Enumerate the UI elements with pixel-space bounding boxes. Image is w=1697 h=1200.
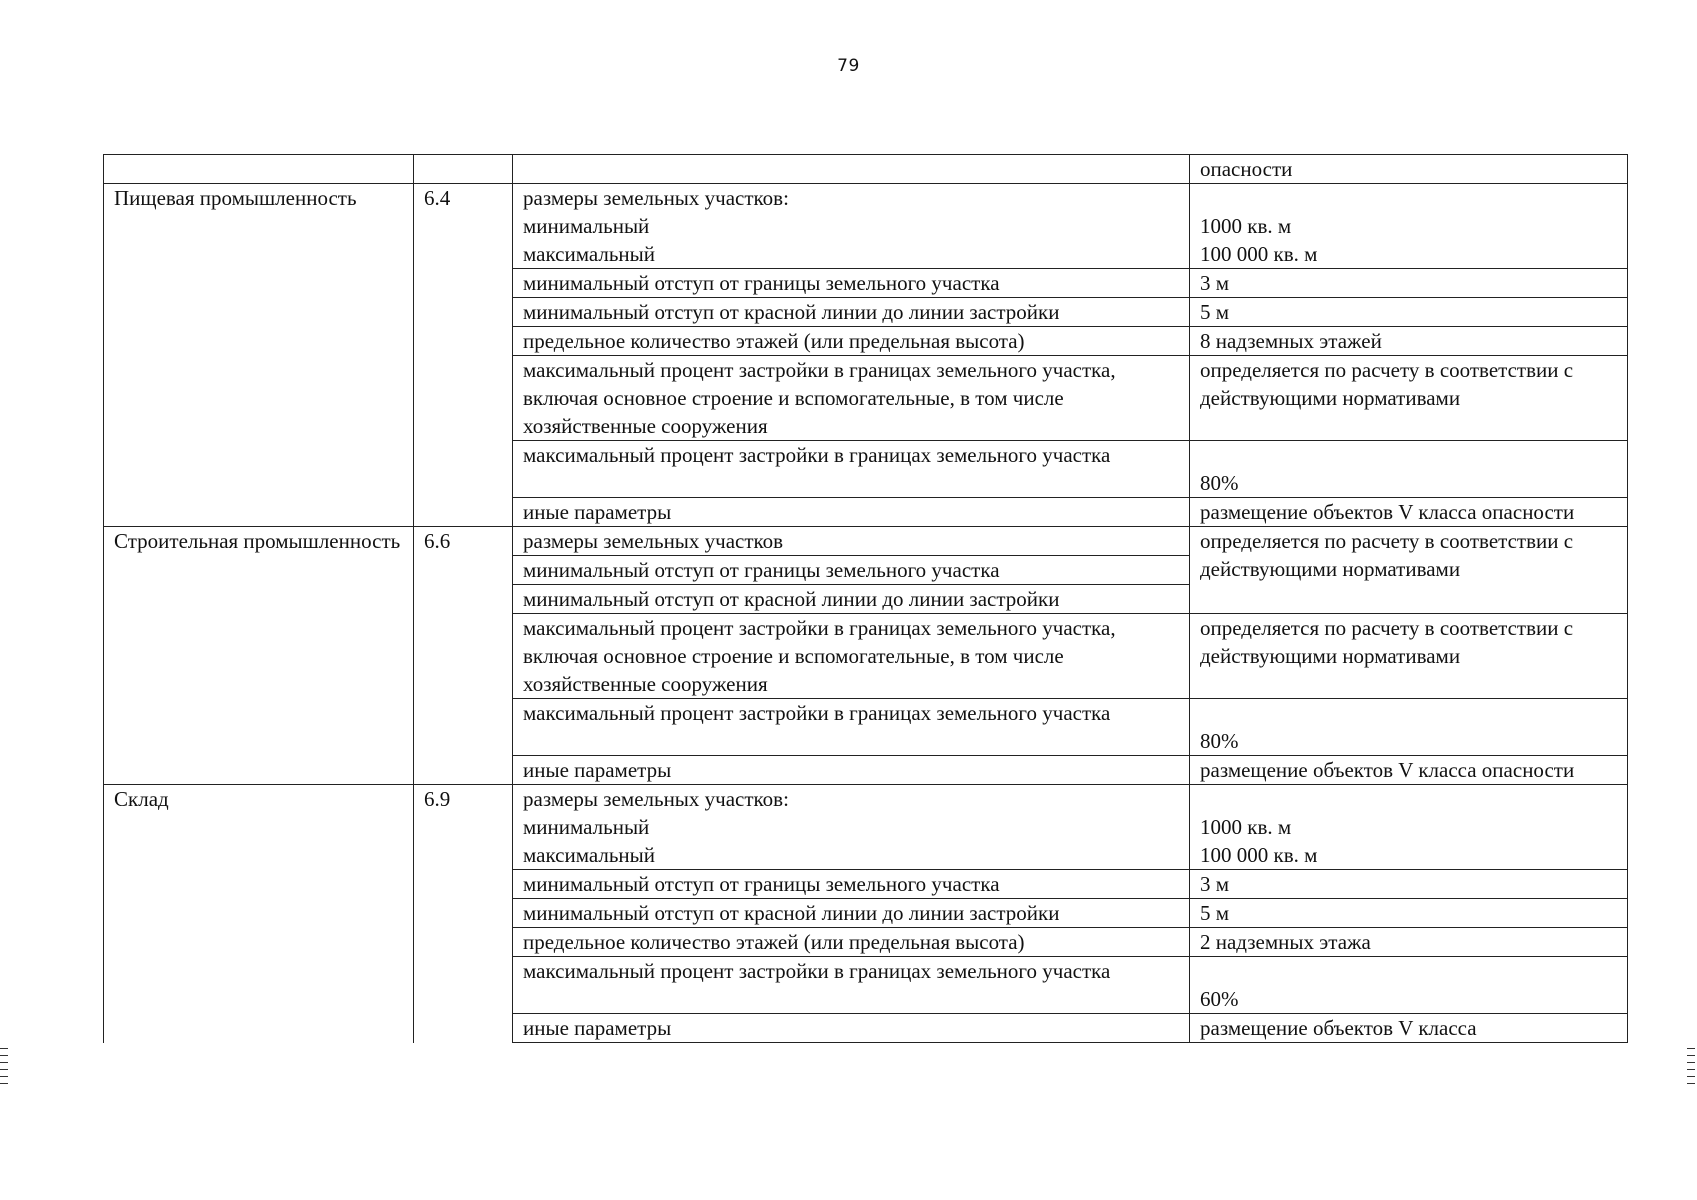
land-use-code: 6.6	[414, 527, 513, 785]
value-cell: 80%	[1190, 441, 1628, 498]
param-cell: максимальный процент застройки в границах земельного участка	[513, 441, 1190, 498]
param-cell: предельное количество этажей (или предельная высота)	[513, 928, 1190, 957]
value-cell: 8 надземных этажей	[1190, 327, 1628, 356]
value-cell: определяется по расчету в соответствии с действующими нормативами	[1190, 527, 1628, 614]
param-cell: минимальный отступ от красной линии до линии застройки	[513, 899, 1190, 928]
param-cell: размеры земельных участков: минимальный максимальный	[513, 785, 1190, 870]
param-cell: иные параметры	[513, 756, 1190, 785]
param-cell: максимальный процент застройки в границах земельного участка, включая основное строение и вспомогательные, в том числе хозяйственные сооружения	[513, 614, 1190, 699]
table-row	[104, 527, 1628, 556]
param-cell: максимальный процент застройки в границах земельного участка	[513, 957, 1190, 1014]
param-cell: иные параметры	[513, 1014, 1190, 1043]
param-cell	[513, 155, 1190, 184]
value-cell: 1000 кв. м 100 000 кв. м	[1190, 785, 1628, 870]
regulations-table	[103, 154, 1628, 1043]
param-cell: минимальный отступ от границы земельного участка	[513, 269, 1190, 298]
value-cell: 3 м	[1190, 269, 1628, 298]
value-cell: размещение объектов V класса	[1190, 1014, 1628, 1043]
land-use-name: Пищевая промышленность	[104, 184, 414, 527]
value-cell: размещение объектов V класса опасности	[1190, 756, 1628, 785]
land-use-name: Строительная промышленность	[104, 527, 414, 785]
param-cell: максимальный процент застройки в границах земельного участка, включая основное строение и вспомогательные, в том числе хозяйственные сооружения	[513, 356, 1190, 441]
param-cell: минимальный отступ от границы земельного участка	[513, 870, 1190, 899]
scan-edge-marks-left	[0, 1048, 10, 1090]
page-number: 79	[837, 56, 860, 76]
table-row	[104, 785, 1628, 870]
param-cell: иные параметры	[513, 498, 1190, 527]
code-cell	[414, 155, 513, 184]
value-cell: определяется по расчету в соответствии с действующими нормативами	[1190, 356, 1628, 441]
value-cell: 1000 кв. м 100 000 кв. м	[1190, 184, 1628, 269]
value-cell: 80%	[1190, 699, 1628, 756]
table-row	[104, 155, 1628, 184]
param-cell: размеры земельных участков: минимальный максимальный	[513, 184, 1190, 269]
value-cell: опасности	[1190, 155, 1628, 184]
value-cell: размещение объектов V класса опасности	[1190, 498, 1628, 527]
land-use-name: Склад	[104, 785, 414, 1043]
value-cell: 5 м	[1190, 298, 1628, 327]
value-cell: 60%	[1190, 957, 1628, 1014]
land-use-code: 6.9	[414, 785, 513, 1043]
value-cell: 3 м	[1190, 870, 1628, 899]
param-cell: размеры земельных участков	[513, 527, 1190, 556]
value-cell: 2 надземных этажа	[1190, 928, 1628, 957]
param-cell: минимальный отступ от красной линии до линии застройки	[513, 298, 1190, 327]
table-row	[104, 184, 1628, 269]
value-cell: 5 м	[1190, 899, 1628, 928]
param-cell: минимальный отступ от границы земельного участка	[513, 556, 1190, 585]
param-cell: минимальный отступ от красной линии до линии застройки	[513, 585, 1190, 614]
scan-edge-marks-right	[1687, 1048, 1697, 1090]
name-cell	[104, 155, 414, 184]
value-cell: определяется по расчету в соответствии с действующими нормативами	[1190, 614, 1628, 699]
param-cell: предельное количество этажей (или предельная высота)	[513, 327, 1190, 356]
param-cell: максимальный процент застройки в границах земельного участка	[513, 699, 1190, 756]
land-use-code: 6.4	[414, 184, 513, 527]
